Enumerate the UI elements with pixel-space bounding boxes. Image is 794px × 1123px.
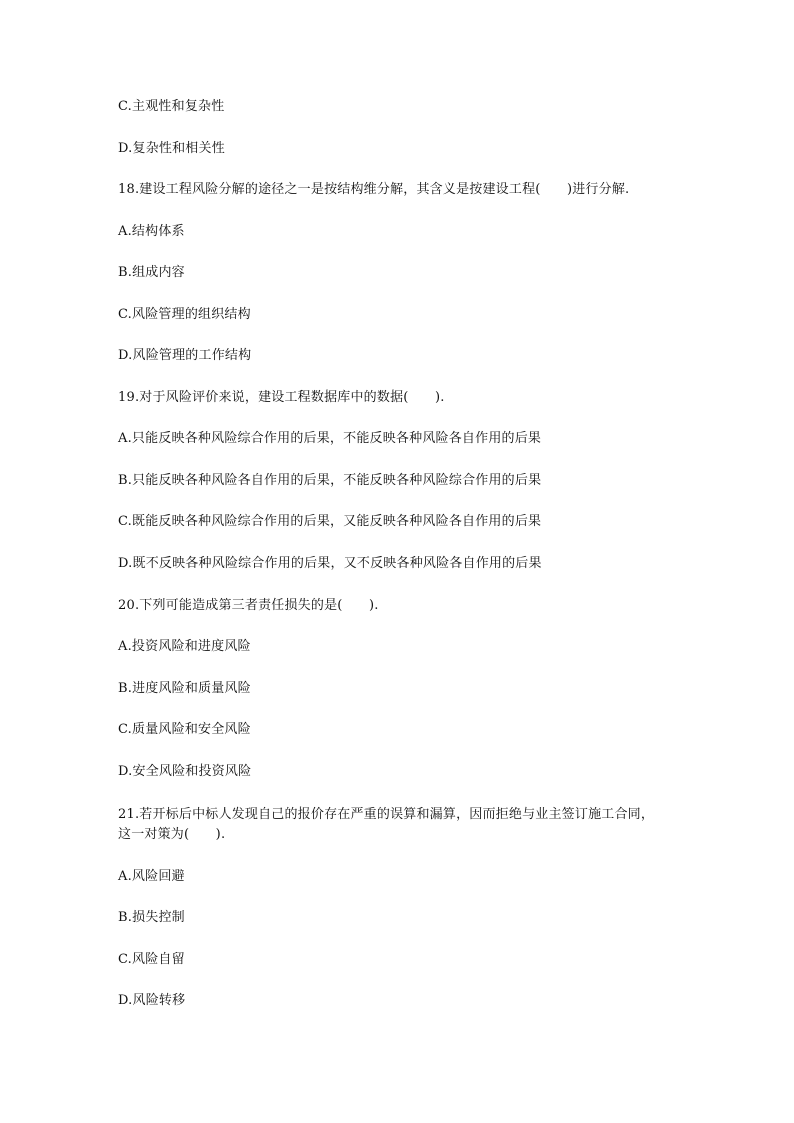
q17-option-d: D.复杂性和相关性 [118,141,225,156]
q18-option-b: B.组成内容 [118,265,185,280]
q19-question: 19.对于风险评价来说，建设工程数据库中的数据( ). [118,390,445,405]
q21-question-line-1: 21.若开标后中标人发现自己的报价存在严重的误算和漏算，因而拒绝与业主签订施工合同， [118,807,655,822]
q20-option-c: C.质量风险和安全风险 [118,722,251,737]
q18-option-c: C.风险管理的组织结构 [118,307,251,322]
q21-question-line-2: 这一对策为( ). [118,827,226,842]
q21-option-b: B.损失控制 [118,910,185,925]
q20-option-b: B.进度风险和质量风险 [118,681,251,696]
q20-question: 20.下列可能造成第三者责任损失的是( ). [118,598,379,613]
q20-option-a: A.投资风险和进度风险 [118,639,251,654]
q19-option-d: D.既不反映各种风险综合作用的后果，又不反映各种风险各自作用的后果 [118,556,542,571]
q18-option-d: D.风险管理的工作结构 [118,348,252,363]
q20-option-d: D.安全风险和投资风险 [118,764,252,779]
q21-option-c: C.风险自留 [118,952,185,967]
q21-option-a: A.风险回避 [118,869,185,884]
q18-question: 18.建设工程风险分解的途径之一是按结构维分解，其含义是按建设工程( )进行分解. [118,182,630,197]
q19-option-b: B.只能反映各种风险各自作用的后果，不能反映各种风险综合作用的后果 [118,473,542,488]
q18-option-a: A.结构体系 [118,224,185,239]
q19-option-a: A.只能反映各种风险综合作用的后果，不能反映各种风险各自作用的后果 [118,431,542,446]
q17-option-c: C.主观性和复杂性 [118,99,225,114]
q21-option-d: D.风险转移 [118,993,186,1008]
q19-option-c: C.既能反映各种风险综合作用的后果，又能反映各种风险各自作用的后果 [118,514,542,529]
